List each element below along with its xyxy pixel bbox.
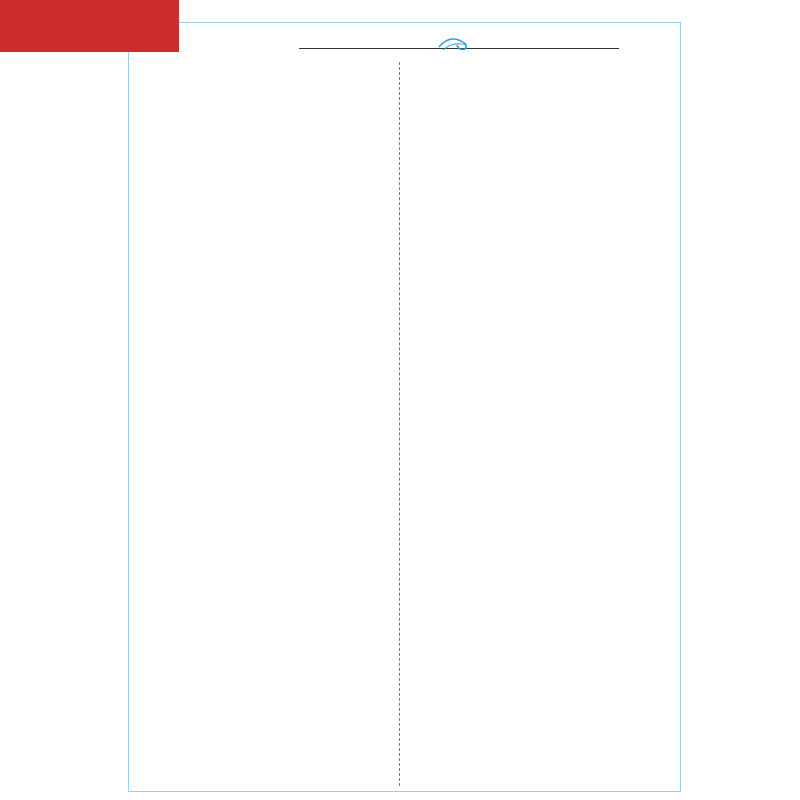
page-header xyxy=(179,22,679,62)
page-frame xyxy=(128,22,681,792)
bar-diagram-q17 xyxy=(180,520,390,576)
swirl-decoration-icon xyxy=(437,33,477,53)
column-divider xyxy=(399,62,400,786)
answer-display-badge xyxy=(0,0,179,52)
